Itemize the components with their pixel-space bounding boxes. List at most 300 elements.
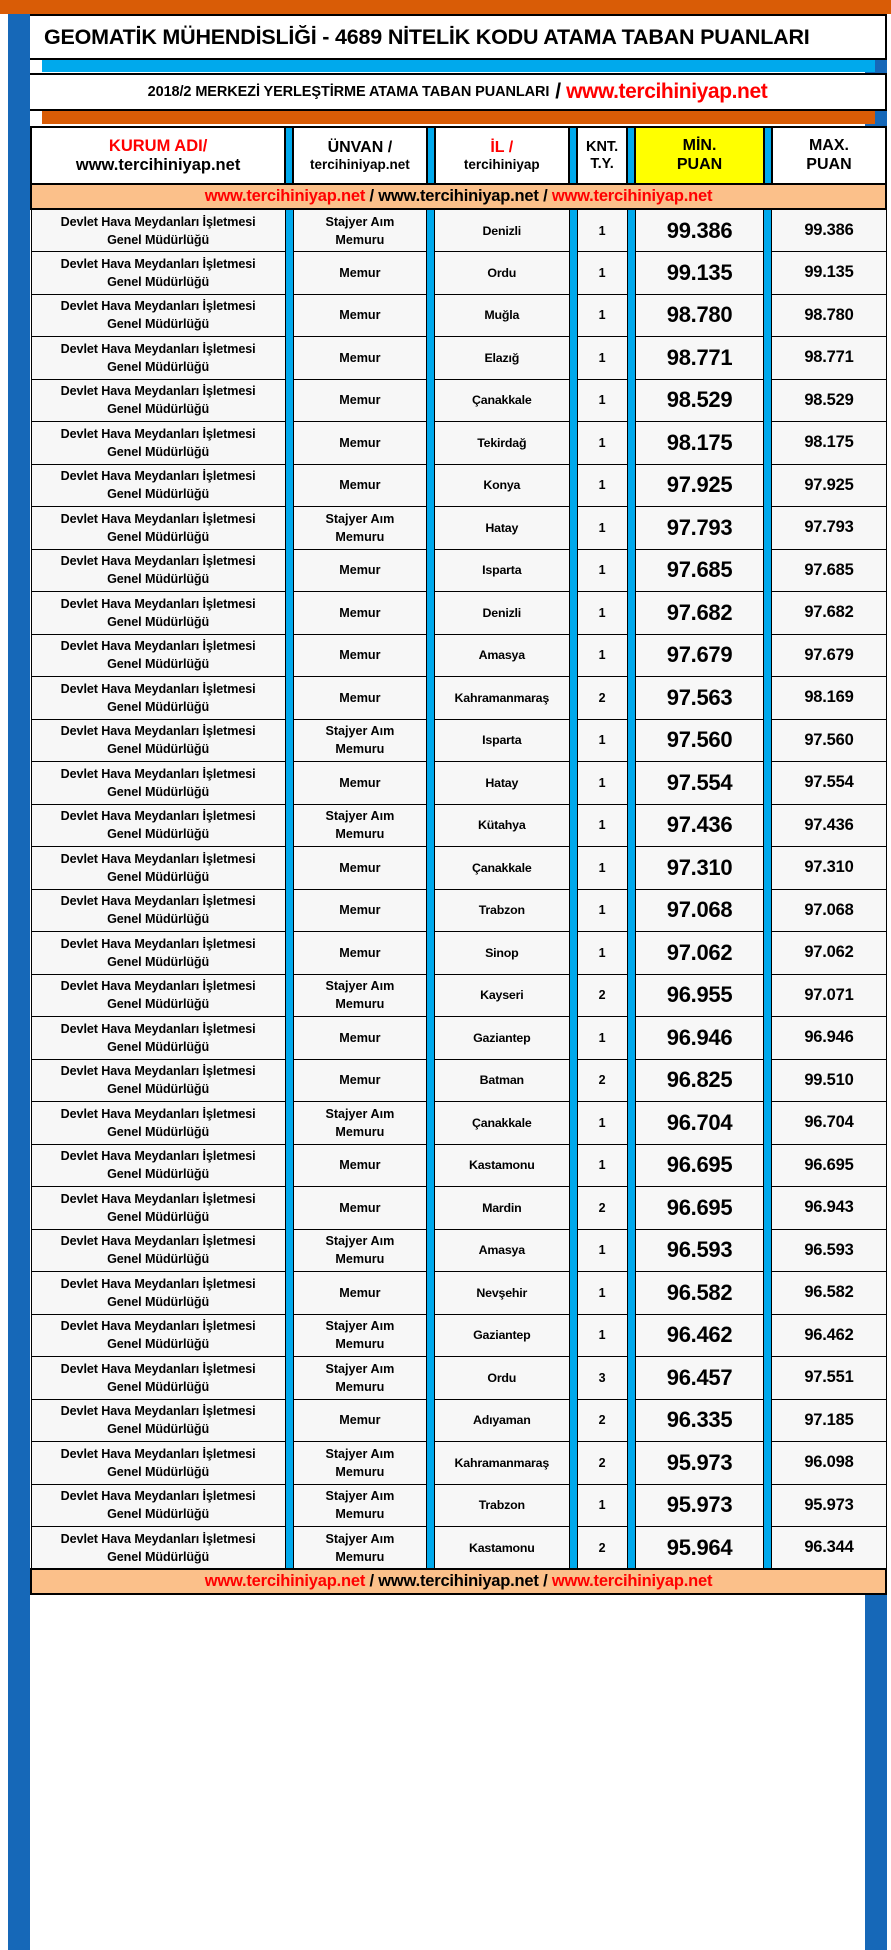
separator-4 — [627, 127, 635, 184]
cell-il — [435, 337, 570, 380]
row-separator-1 — [285, 1187, 293, 1230]
table-row[interactable] — [31, 932, 886, 975]
kurum-value: Devlet Hava Meydanları İşletmesi Genel Müdürlüğü — [60, 681, 256, 714]
table-row[interactable] — [31, 1527, 886, 1570]
row-separator-5 — [764, 1102, 772, 1145]
il-value: Ordu — [487, 265, 517, 280]
cell-il — [435, 1059, 570, 1102]
row-separator-1 — [285, 294, 293, 337]
row-separator-2 — [427, 762, 435, 805]
table-row[interactable] — [31, 1357, 886, 1400]
row-separator-3 — [569, 1314, 577, 1357]
cell-max-puan — [772, 1527, 886, 1570]
kurum-value: Devlet Hava Meydanları İşletmesi Genel Müdürlüğü — [60, 1149, 256, 1182]
cell-min-puan — [635, 252, 764, 295]
cell-knt — [577, 337, 627, 380]
cell-max-puan — [772, 804, 886, 847]
table-row[interactable] — [31, 804, 886, 847]
min-puan-value: 99.386 — [666, 217, 733, 243]
cell-kurum — [31, 507, 285, 550]
knt-value: 1 — [598, 733, 606, 748]
table-row[interactable] — [31, 464, 886, 507]
max-puan-value: 97.436 — [804, 815, 854, 834]
cell-max-puan — [772, 294, 886, 337]
row-separator-4 — [627, 1527, 635, 1570]
kurum-value: Devlet Hava Meydanları İşletmesi Genel Müdürlüğü — [60, 894, 256, 927]
cell-il — [435, 422, 570, 465]
row-separator-3 — [569, 1017, 577, 1060]
cell-min-puan — [635, 464, 764, 507]
max-puan-value: 97.062 — [804, 943, 854, 962]
il-value: Batman — [479, 1073, 524, 1088]
min-puan-value: 97.062 — [666, 939, 733, 965]
unvan-value: Stajyer Aım Memuru — [325, 511, 395, 544]
kurum-value: Devlet Hava Meydanları İşletmesi Genel Müdürlüğü — [60, 1361, 256, 1394]
row-separator-5 — [764, 379, 772, 422]
cell-il — [435, 252, 570, 295]
row-separator-3 — [569, 1399, 577, 1442]
cell-il — [435, 1442, 570, 1485]
row-separator-4 — [627, 337, 635, 380]
cell-unvan — [293, 422, 426, 465]
max-puan-value: 97.071 — [804, 985, 854, 1004]
row-separator-2 — [427, 1314, 435, 1357]
table-row[interactable] — [31, 1272, 886, 1315]
row-separator-2 — [427, 1527, 435, 1570]
table-row[interactable] — [31, 719, 886, 762]
cell-min-puan — [635, 1272, 764, 1315]
row-separator-2 — [427, 719, 435, 762]
unvan-value: Stajyer Aım Memuru — [325, 1489, 395, 1522]
il-value: Tekirdağ — [477, 435, 527, 450]
cell-unvan — [293, 1102, 426, 1145]
cell-min-puan — [635, 974, 764, 1017]
cell-min-puan — [635, 719, 764, 762]
row-separator-3 — [569, 1484, 577, 1527]
column-header-min-puan[interactable] — [635, 127, 764, 184]
cell-min-puan — [635, 209, 764, 252]
kurum-value: Devlet Hava Meydanları İşletmesi Genel Müdürlüğü — [60, 1489, 256, 1522]
max-puan-value: 96.462 — [804, 1325, 854, 1344]
promo-site-link[interactable]: www.tercihiniyap.net — [378, 1572, 539, 1590]
row-separator-3 — [569, 1357, 577, 1400]
table-row[interactable] — [31, 974, 886, 1017]
cell-il — [435, 974, 570, 1017]
unvan-value: Memur — [339, 605, 381, 620]
unvan-value: Stajyer Aım Memuru — [325, 1319, 395, 1352]
promo-site-link[interactable]: www.tercihiniyap.net — [204, 1572, 366, 1590]
il-value: Kastamonu — [468, 1540, 535, 1555]
separator-3 — [569, 127, 577, 184]
row-separator-1 — [285, 1442, 293, 1485]
max-puan-value: 97.185 — [804, 1410, 854, 1429]
cell-knt — [577, 634, 627, 677]
min-label: MİN. — [682, 137, 717, 155]
max-puan-value: 98.780 — [804, 305, 854, 324]
table-row[interactable] — [31, 1484, 886, 1527]
min-puan-value: 97.554 — [666, 769, 733, 795]
knt-value: 1 — [598, 350, 606, 365]
cell-il — [435, 1187, 570, 1230]
row-separator-3 — [569, 464, 577, 507]
min-puan-value: 98.529 — [666, 387, 733, 413]
row-separator-3 — [569, 1144, 577, 1187]
row-separator-2 — [427, 634, 435, 677]
row-separator-5 — [764, 1059, 772, 1102]
cell-kurum — [31, 719, 285, 762]
subtitle-site-link[interactable]: www.tercihiniyap.net — [566, 80, 768, 103]
cell-il — [435, 1527, 570, 1570]
cell-kurum — [31, 974, 285, 1017]
min-puan-value: 97.685 — [666, 557, 733, 583]
row-separator-5 — [764, 592, 772, 635]
row-separator-1 — [285, 1272, 293, 1315]
cell-max-puan — [772, 1102, 886, 1145]
il-value: Hatay — [485, 520, 519, 535]
cell-knt — [577, 294, 627, 337]
cell-il — [435, 1357, 570, 1400]
il-value: Trabzon — [478, 903, 525, 918]
cell-min-puan — [635, 1059, 764, 1102]
cell-kurum — [31, 592, 285, 635]
min-puan-value: 96.955 — [666, 982, 733, 1008]
cell-unvan — [293, 762, 426, 805]
il-value: Elazığ — [484, 350, 520, 365]
cell-il — [435, 1102, 570, 1145]
knt-ty-label: T.Y. — [590, 155, 614, 172]
promo-bar-bottom-cell[interactable] — [31, 1569, 886, 1594]
max-puan-value: 99.510 — [804, 1070, 854, 1089]
promo-text-bottom — [205, 1572, 713, 1590]
table-row[interactable] — [31, 847, 886, 890]
knt-value: 1 — [598, 945, 606, 960]
cell-knt — [577, 1187, 627, 1230]
unvan-value: Memur — [339, 563, 381, 578]
kurum-value: Devlet Hava Meydanları İşletmesi Genel Müdürlüğü — [60, 724, 256, 757]
knt-value: 1 — [598, 265, 606, 280]
row-separator-5 — [764, 294, 772, 337]
unvan-value: Memur — [339, 435, 381, 450]
unvan-value: Stajyer Aım Memuru — [325, 979, 395, 1012]
kurum-value: Devlet Hava Meydanları İşletmesi Genel Müdürlüğü — [60, 1064, 256, 1097]
cell-max-puan — [772, 1314, 886, 1357]
row-separator-4 — [627, 932, 635, 975]
cell-knt — [577, 1527, 627, 1570]
cell-unvan — [293, 294, 426, 337]
unvan-value: Stajyer Aım Memuru — [325, 1446, 395, 1479]
cell-il — [435, 592, 570, 635]
left-blue-rail — [8, 14, 30, 1950]
table-row[interactable] — [31, 1187, 886, 1230]
table-row[interactable] — [31, 1229, 886, 1272]
table-row[interactable] — [31, 634, 886, 677]
cell-il — [435, 294, 570, 337]
row-separator-2 — [427, 252, 435, 295]
table-row[interactable] — [31, 379, 886, 422]
knt-value: 1 — [598, 1030, 606, 1045]
promo-separator: / — [538, 187, 552, 205]
cell-il — [435, 379, 570, 422]
knt-value: 1 — [598, 393, 606, 408]
top-orange-strip — [0, 0, 891, 14]
row-separator-5 — [764, 1144, 772, 1187]
row-separator-3 — [569, 762, 577, 805]
row-separator-4 — [627, 379, 635, 422]
row-separator-4 — [627, 464, 635, 507]
row-separator-5 — [764, 847, 772, 890]
il-label: İL — [490, 138, 505, 156]
max-puan-value: 96.582 — [804, 1283, 854, 1302]
il-value: Ordu — [487, 1370, 517, 1385]
cell-min-puan — [635, 507, 764, 550]
cell-knt — [577, 422, 627, 465]
row-separator-4 — [627, 847, 635, 890]
knt-value: 2 — [598, 1413, 606, 1428]
table-row[interactable] — [31, 1144, 886, 1187]
row-separator-1 — [285, 1017, 293, 1060]
separator-1 — [285, 127, 293, 184]
cell-knt — [577, 1314, 627, 1357]
cell-knt — [577, 1229, 627, 1272]
scores-table — [30, 126, 887, 1595]
cell-unvan — [293, 209, 426, 252]
max-puan-value: 97.310 — [804, 858, 854, 877]
max-puan-value: 97.793 — [804, 518, 854, 537]
cell-il — [435, 677, 570, 720]
cell-il — [435, 847, 570, 890]
kurum-value: Devlet Hava Meydanları İşletmesi Genel Müdürlüğü — [60, 979, 256, 1012]
row-separator-3 — [569, 294, 577, 337]
cell-kurum — [31, 1059, 285, 1102]
row-separator-1 — [285, 1357, 293, 1400]
unvan-value: Memur — [339, 945, 381, 960]
il-value: Denizli — [482, 223, 522, 238]
row-separator-2 — [427, 1229, 435, 1272]
cell-kurum — [31, 1144, 285, 1187]
cell-max-puan — [772, 974, 886, 1017]
cell-max-puan — [772, 507, 886, 550]
kurum-value: Devlet Hava Meydanları İşletmesi Genel Müdürlüğü — [60, 766, 256, 799]
cell-il — [435, 719, 570, 762]
row-separator-2 — [427, 1272, 435, 1315]
cell-min-puan — [635, 422, 764, 465]
max-puan-value: 97.679 — [804, 645, 854, 664]
column-header-kurum[interactable] — [31, 127, 285, 184]
il-value: Hatay — [485, 775, 519, 790]
il-value: Konya — [483, 478, 521, 493]
row-separator-1 — [285, 337, 293, 380]
row-separator-4 — [627, 1399, 635, 1442]
row-separator-3 — [569, 209, 577, 252]
cell-min-puan — [635, 804, 764, 847]
column-header-unvan[interactable] — [293, 127, 426, 184]
row-separator-4 — [627, 1484, 635, 1527]
il-value: Nevşehir — [476, 1285, 528, 1300]
il-slash: / — [508, 138, 514, 156]
cell-min-puan — [635, 1229, 764, 1272]
cell-knt — [577, 974, 627, 1017]
row-separator-4 — [627, 1017, 635, 1060]
cell-knt — [577, 507, 627, 550]
row-separator-2 — [427, 677, 435, 720]
max-puan-value: 96.593 — [804, 1240, 854, 1259]
cell-knt — [577, 1399, 627, 1442]
kurum-value: Devlet Hava Meydanları İşletmesi Genel Müdürlüğü — [60, 426, 256, 459]
cell-knt — [577, 1059, 627, 1102]
cell-kurum — [31, 1357, 285, 1400]
row-separator-1 — [285, 719, 293, 762]
cell-unvan — [293, 634, 426, 677]
promo-site-link[interactable]: www.tercihiniyap.net — [378, 187, 539, 205]
table-row[interactable] — [31, 549, 886, 592]
knt-value: 2 — [598, 1455, 606, 1470]
row-separator-3 — [569, 677, 577, 720]
table-row[interactable] — [31, 1399, 886, 1442]
min-puan-value: 96.695 — [666, 1194, 733, 1220]
table-row[interactable] — [31, 592, 886, 635]
cell-kurum — [31, 337, 285, 380]
row-separator-2 — [427, 847, 435, 890]
cell-kurum — [31, 1229, 285, 1272]
column-header-max-puan[interactable] — [772, 127, 886, 184]
table-row[interactable] — [31, 422, 886, 465]
cell-kurum — [31, 762, 285, 805]
row-separator-3 — [569, 1059, 577, 1102]
table-row[interactable] — [31, 294, 886, 337]
min-puan-value: 98.771 — [666, 344, 733, 370]
cell-kurum — [31, 1017, 285, 1060]
kurum-value: Devlet Hava Meydanları İşletmesi Genel Müdürlüğü — [60, 936, 256, 969]
row-separator-1 — [285, 1059, 293, 1102]
table-row[interactable] — [31, 252, 886, 295]
row-separator-5 — [764, 507, 772, 550]
cell-kurum — [31, 1484, 285, 1527]
kurum-value: Devlet Hava Meydanları İşletmesi Genel Müdürlüğü — [60, 1191, 256, 1224]
cell-knt — [577, 464, 627, 507]
min-puan-value: 99.135 — [666, 259, 733, 285]
cell-kurum — [31, 889, 285, 932]
cell-unvan — [293, 932, 426, 975]
cell-min-puan — [635, 1357, 764, 1400]
kurum-value: Devlet Hava Meydanları İşletmesi Genel Müdürlüğü — [60, 384, 256, 417]
table-row[interactable] — [31, 507, 886, 550]
promo-bar-top-cell[interactable] — [31, 184, 886, 209]
row-separator-2 — [427, 1484, 435, 1527]
column-header-il[interactable] — [435, 127, 570, 184]
max-puan-label: PUAN — [806, 155, 852, 173]
cell-unvan — [293, 1399, 426, 1442]
cell-il — [435, 1272, 570, 1315]
cell-max-puan — [772, 1399, 886, 1442]
table-row[interactable] — [31, 889, 886, 932]
cell-min-puan — [635, 592, 764, 635]
table-row[interactable] — [31, 209, 886, 252]
unvan-value: Stajyer Aım Memuru — [325, 1531, 395, 1564]
unvan-value: Memur — [339, 775, 381, 790]
il-value: Kahramanmaraş — [454, 690, 550, 705]
max-puan-value: 96.943 — [804, 1198, 854, 1217]
table-row[interactable] — [31, 1442, 886, 1485]
promo-site-link[interactable]: www.tercihiniyap.net — [551, 187, 713, 205]
table-row[interactable] — [31, 1017, 886, 1060]
min-puan-value: 97.925 — [666, 472, 733, 498]
row-separator-2 — [427, 889, 435, 932]
row-separator-2 — [427, 1144, 435, 1187]
cell-kurum — [31, 932, 285, 975]
table-row[interactable] — [31, 677, 886, 720]
cell-max-puan — [772, 464, 886, 507]
cell-il — [435, 1314, 570, 1357]
cell-min-puan — [635, 294, 764, 337]
table-row[interactable] — [31, 762, 886, 805]
il-value: Amasya — [478, 1243, 525, 1258]
row-separator-5 — [764, 1272, 772, 1315]
knt-value: 1 — [598, 818, 606, 833]
cell-min-puan — [635, 1442, 764, 1485]
cell-max-puan — [772, 209, 886, 252]
max-label: MAX. — [808, 137, 849, 155]
unvan-value: Memur — [339, 690, 381, 705]
max-puan-value: 95.973 — [804, 1495, 854, 1514]
row-separator-2 — [427, 974, 435, 1017]
unvan-value: Memur — [339, 1285, 381, 1300]
knt-value: 1 — [598, 223, 606, 238]
cell-min-puan — [635, 1484, 764, 1527]
cell-min-puan — [635, 677, 764, 720]
cell-il — [435, 549, 570, 592]
promo-text-top — [205, 187, 713, 205]
table-row[interactable] — [31, 1059, 886, 1102]
knt-value: 1 — [598, 1328, 606, 1343]
table-row[interactable] — [31, 1102, 886, 1145]
unvan-label: ÜNVAN — [327, 138, 384, 156]
row-separator-3 — [569, 974, 577, 1017]
promo-site-link[interactable]: www.tercihiniyap.net — [551, 1572, 713, 1590]
promo-bar-bottom — [31, 1569, 886, 1594]
column-header-knt[interactable] — [577, 127, 627, 184]
cell-unvan — [293, 1442, 426, 1485]
max-puan-value: 97.551 — [804, 1368, 854, 1387]
knt-value: 1 — [598, 648, 606, 663]
cell-il — [435, 889, 570, 932]
row-separator-3 — [569, 1442, 577, 1485]
cell-unvan — [293, 507, 426, 550]
row-separator-1 — [285, 677, 293, 720]
knt-value: 1 — [598, 478, 606, 493]
unvan-value: Memur — [339, 648, 381, 663]
il-value: Kahramanmaraş — [454, 1455, 550, 1470]
cell-unvan — [293, 847, 426, 890]
min-puan-value: 98.780 — [666, 302, 733, 328]
row-separator-1 — [285, 974, 293, 1017]
promo-site-link[interactable]: www.tercihiniyap.net — [204, 187, 366, 205]
knt-value: 1 — [598, 435, 606, 450]
table-row[interactable] — [31, 337, 886, 380]
row-separator-3 — [569, 804, 577, 847]
table-row[interactable] — [31, 1314, 886, 1357]
cell-knt — [577, 1357, 627, 1400]
min-puan-value: 97.793 — [666, 514, 733, 540]
knt-value: 2 — [598, 1073, 606, 1088]
cell-il — [435, 932, 570, 975]
cell-il — [435, 507, 570, 550]
row-separator-4 — [627, 634, 635, 677]
max-puan-value: 98.771 — [804, 348, 854, 367]
unvan-value: Memur — [339, 860, 381, 875]
cell-il — [435, 1229, 570, 1272]
unvan-value: Stajyer Aım Memuru — [325, 724, 395, 757]
row-separator-5 — [764, 634, 772, 677]
